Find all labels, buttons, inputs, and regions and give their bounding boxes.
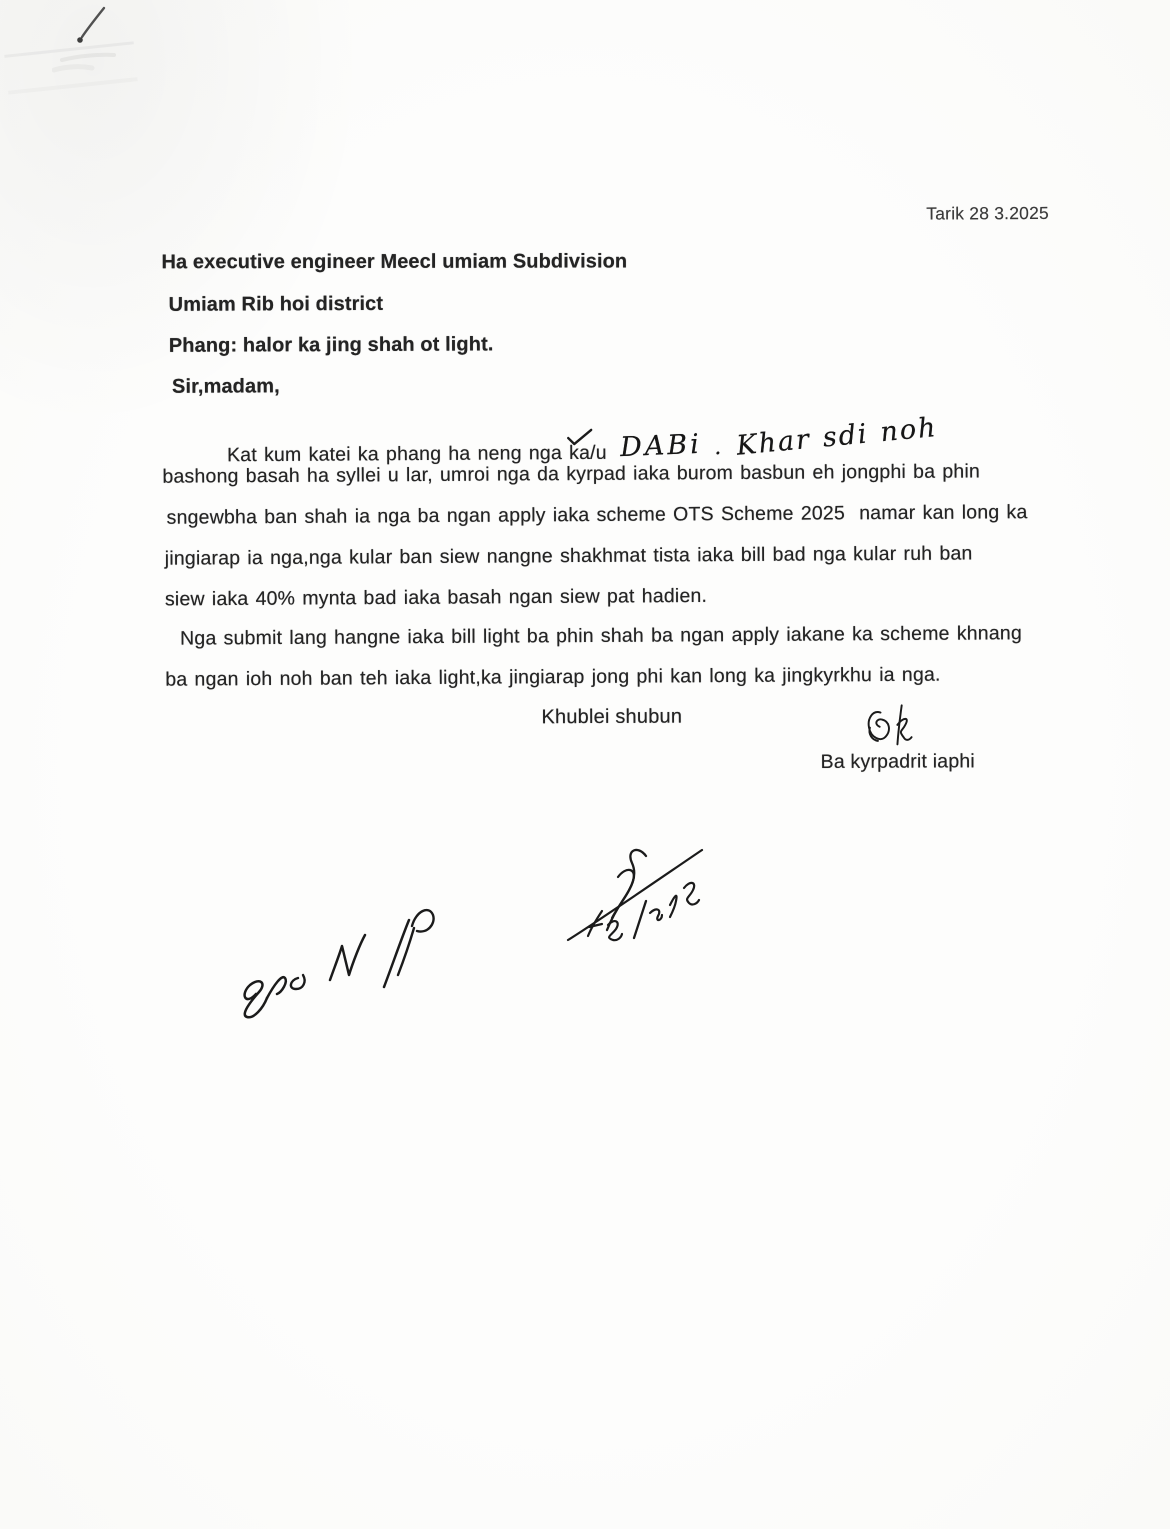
signature-caption: Ba kyrpadrit iaphi — [820, 750, 975, 773]
closing-line: Khublei shubun — [541, 705, 683, 729]
handwritten-separator: . — [714, 435, 722, 461]
body-line-4: jingiarap ia nga,nga kular ban siew nangne shakhmat tista iaka bill bad nga kular ruh ban — [164, 542, 973, 570]
signature-scrawl-with-date — [558, 843, 710, 953]
body-line-2: bashong basah ha syllei u lar, umroi nga da kyrpad iaka burom basbun eh jongphi ba phin — [162, 460, 981, 488]
recipient-line-2: Umiam Rib hoi district — [168, 292, 384, 316]
checked-word — [569, 442, 607, 465]
body-line-7: ba ngan ioh noh ban teh iaka light,ka jingiarap jong phi kan long ka jingkyrkhu ia nga. — [165, 663, 941, 691]
subject-line: Phang: halor ka jing shah ot light. — [168, 333, 494, 357]
body-line-3: sngewbha ban shah ia nga ba ngan apply iaka scheme OTS Scheme 2025 namar kan long ka — [166, 501, 1028, 529]
date-line: Tarik 28 3.2025 — [926, 202, 1049, 224]
body-line-6: Nga submit lang hangne iaka bill light ba phin shah ba ngan apply iakane ka scheme khnang — [180, 622, 1023, 650]
handwritten-surname: Khar sdi noh — [735, 412, 940, 462]
recipient-line-1: Ha executive engineer Meecl umiam Subdivision — [161, 250, 628, 274]
check-icon — [565, 427, 595, 447]
signature-scrawl-left — [232, 882, 477, 1022]
checked-word-text: ka/u — [569, 441, 607, 465]
signature-initials — [857, 699, 919, 755]
salutation: Sir,madam, — [171, 375, 280, 398]
handwritten-name: DABi — [619, 428, 703, 464]
body-line-5: siew iaka 40% mynta bad iaka basah ngan siew pat hadien. — [164, 584, 708, 611]
body-line-1-typed: Kat kum katei ka phang ha neng nga — [226, 442, 570, 467]
